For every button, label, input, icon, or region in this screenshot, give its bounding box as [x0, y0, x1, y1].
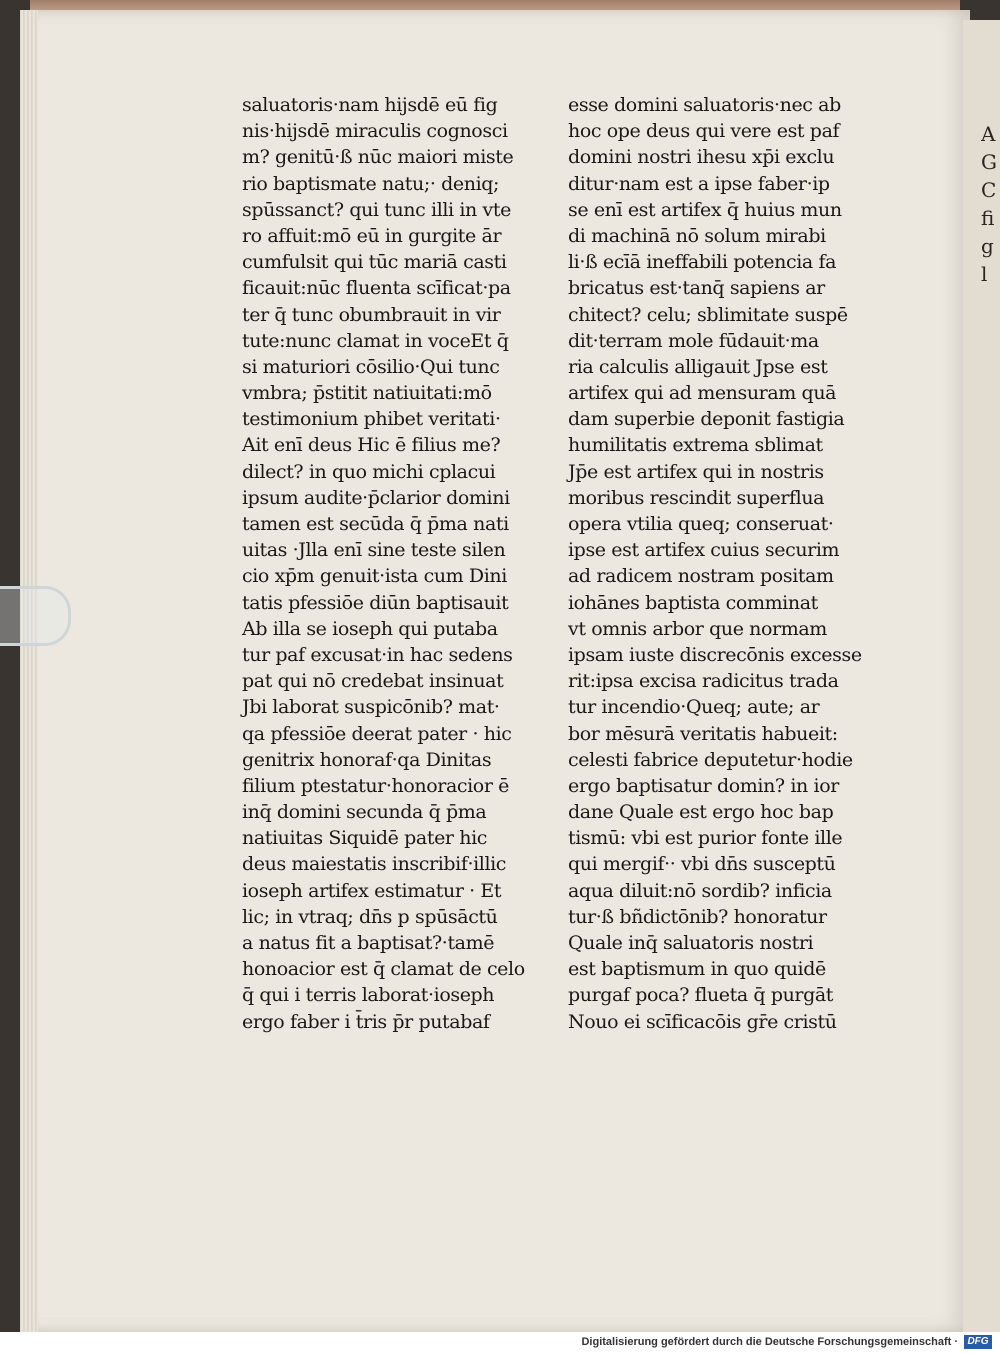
- text-line: natiuitas Siquidē pater hic: [242, 827, 488, 850]
- adjacent-leaf-line: A: [981, 122, 996, 146]
- text-line: artifex qui ad mensuram quā: [568, 382, 837, 405]
- text-line: dit·terram mole fūdauit·ma: [568, 329, 819, 352]
- text-line: dam superbie deponit fastigia: [568, 408, 845, 431]
- text-line: Nouo ei scīficacōis gr̄e cristū: [568, 1010, 837, 1033]
- text-line: inq̄ domini secunda q̄ p̄ma: [242, 801, 487, 824]
- text-line: uitas ·Jlla enī sine teste silen: [242, 539, 506, 562]
- text-line: cumfulsit qui tūc mariā casti: [242, 251, 507, 274]
- text-line: bricatus est·tanq̄ sapiens ar: [568, 277, 825, 300]
- text-line: honoacior est q̄ clamat de celo: [242, 958, 525, 981]
- text-line: iohānes baptista comminat: [568, 591, 818, 614]
- text-line: moribus rescindit superflua: [568, 486, 825, 509]
- text-line: nis·hijsdē miraculis cognosci: [242, 120, 508, 143]
- text-line: chitect? celu; sblimitate suspē: [568, 303, 848, 326]
- text-line: qui mergif·· vbi dn̄s susceptū: [568, 853, 836, 876]
- text-line: li·ß ecīā ineffabili potencia fa: [568, 251, 836, 274]
- text-line: celesti fabrice deputetur·hodie: [568, 748, 853, 771]
- text-line: ditur·nam est a ipse faber·ip: [568, 172, 830, 195]
- text-line: hoc ope deus qui vere est paf: [568, 120, 840, 143]
- text-line: deus maiestatis inscribif·illic: [242, 853, 507, 876]
- text-line: a natus fit a baptisat?·tamē: [242, 932, 495, 954]
- adjacent-leaf-text: [981, 120, 1000, 288]
- text-line: tamen est secūda q̄ p̄ma nati: [242, 513, 509, 535]
- text-line: ipsum audite·p̄clarior domini: [242, 486, 510, 509]
- footer-bar: [0, 1332, 1000, 1354]
- text-line: tismū: vbi est purior fonte ille: [568, 827, 843, 850]
- text-line: domini nostri ihesu xp̄i exclu: [568, 146, 835, 169]
- adjacent-leaf-line: C: [981, 178, 997, 202]
- text-line: bor mēsurā veritatis habueit:: [568, 722, 838, 745]
- text-line: spūssanct? qui tunc illi in vte: [242, 198, 511, 221]
- text-line: di machinā nō solum mirabi: [568, 224, 826, 247]
- text-line: qa pfessiōe deerat pater · hic: [242, 722, 512, 745]
- text-line: saluatoris·nam hijsdē eū fig: [242, 94, 498, 116]
- text-line: Ait enī deus Hic ē filius me?: [242, 434, 501, 457]
- text-line: tur paf excusat·in hac sedens: [242, 643, 513, 666]
- text-line: dane Quale est ergo hoc bap: [568, 801, 834, 824]
- text-line: rio baptismate natu;· deniq;: [242, 172, 500, 195]
- text-line: vmbra; p̄stitit natiuitati:mō: [242, 382, 492, 405]
- text-line: ipsam iuste discrecōnis excesse: [568, 643, 862, 666]
- text-line: tute:nunc clamat in voceEt q̄: [242, 329, 509, 352]
- text-line: ioseph artifex estimatur · Et: [242, 879, 502, 902]
- text-line: est baptismum in quo quidē: [568, 958, 826, 981]
- adjacent-leaf-line: l: [981, 262, 988, 286]
- text-line: ro affuit:mō eū in gurgite ār: [242, 224, 502, 247]
- text-line: genitrix honoraf·qa Dinitas: [242, 748, 492, 771]
- page-stack-edges: [20, 10, 38, 1332]
- text-line: ipse est artifex cuius securim: [568, 539, 840, 562]
- text-line: dilect? in quo michi cplacui: [242, 460, 496, 483]
- text-line: ergo faber i t̄ris p̄r putabaf: [242, 1010, 490, 1033]
- text-line: opera vtilia queq; conseruat·: [568, 513, 834, 535]
- text-line: pat qui nō credebat insinuat: [242, 670, 504, 693]
- text-line: ter q̄ tunc obumbrauit in vir: [242, 303, 501, 326]
- text-line: cio xp̄m genuit·ista cum Dini: [242, 565, 507, 588]
- text-line: tatis pfessiōe diūn baptisauit: [242, 591, 509, 614]
- text-line: lic; in vtraq; dn̄s p spūsāctū: [242, 905, 498, 928]
- adjacent-leaf-line: g: [981, 234, 994, 258]
- text-line: ficauit:nūc fluenta scīficat·pa: [242, 277, 511, 300]
- text-line: Jbi laborat suspicōnib? mat·: [242, 696, 500, 719]
- text-line: se enī est artifex q̄ huius mun: [568, 198, 842, 221]
- text-column-left: [242, 92, 532, 1035]
- text-line: Quale inq̄ saluatoris nostri: [568, 932, 814, 954]
- text-line: tur incendio·Queq; aute; ar: [568, 696, 820, 719]
- text-line: rit:ipsa excisa radicitus trada: [568, 670, 839, 693]
- text-line: Jp̄e est artifex qui in nostris: [568, 460, 824, 483]
- adjacent-leaf-line: G: [981, 150, 997, 174]
- text-column-right: [568, 92, 862, 1035]
- text-line: tur·ß bñdictōnib? honoratur: [568, 905, 827, 928]
- footer-credit: Digitalisierung gefördert durch die Deutsche Forschungsgemeinschaft ·: [581, 1336, 958, 1348]
- text-line: aqua diluit:nō sordib? inficia: [568, 879, 832, 902]
- text-line: purgaf poca? flueta q̄ purgāt: [568, 984, 834, 1007]
- page-clip: [0, 586, 71, 646]
- text-line: ergo baptisatur domin? in ior: [568, 774, 839, 797]
- text-line: q̄ qui i terris laborat·ioseph: [242, 984, 495, 1007]
- text-line: si maturiori cōsilio·Qui tunc: [242, 355, 500, 378]
- adjacent-leaf-line: fi: [981, 206, 995, 230]
- text-line: filium ptestatur·honoracior ē: [242, 774, 509, 797]
- text-line: testimonium phibet veritati·: [242, 408, 501, 431]
- text-line: m? genitū·ß nūc maiori miste: [242, 146, 514, 169]
- dfg-logo: DFG: [964, 1335, 992, 1349]
- text-line: esse domini saluatoris·nec ab: [568, 94, 841, 116]
- text-line: vt omnis arbor que normam: [568, 617, 827, 640]
- text-line: Ab illa se ioseph qui putaba: [242, 617, 498, 640]
- text-line: ria calculis alligauit Jpse est: [568, 355, 828, 378]
- text-line: humilitatis extrema sblimat: [568, 434, 823, 457]
- text-line: ad radicem nostram positam: [568, 565, 834, 588]
